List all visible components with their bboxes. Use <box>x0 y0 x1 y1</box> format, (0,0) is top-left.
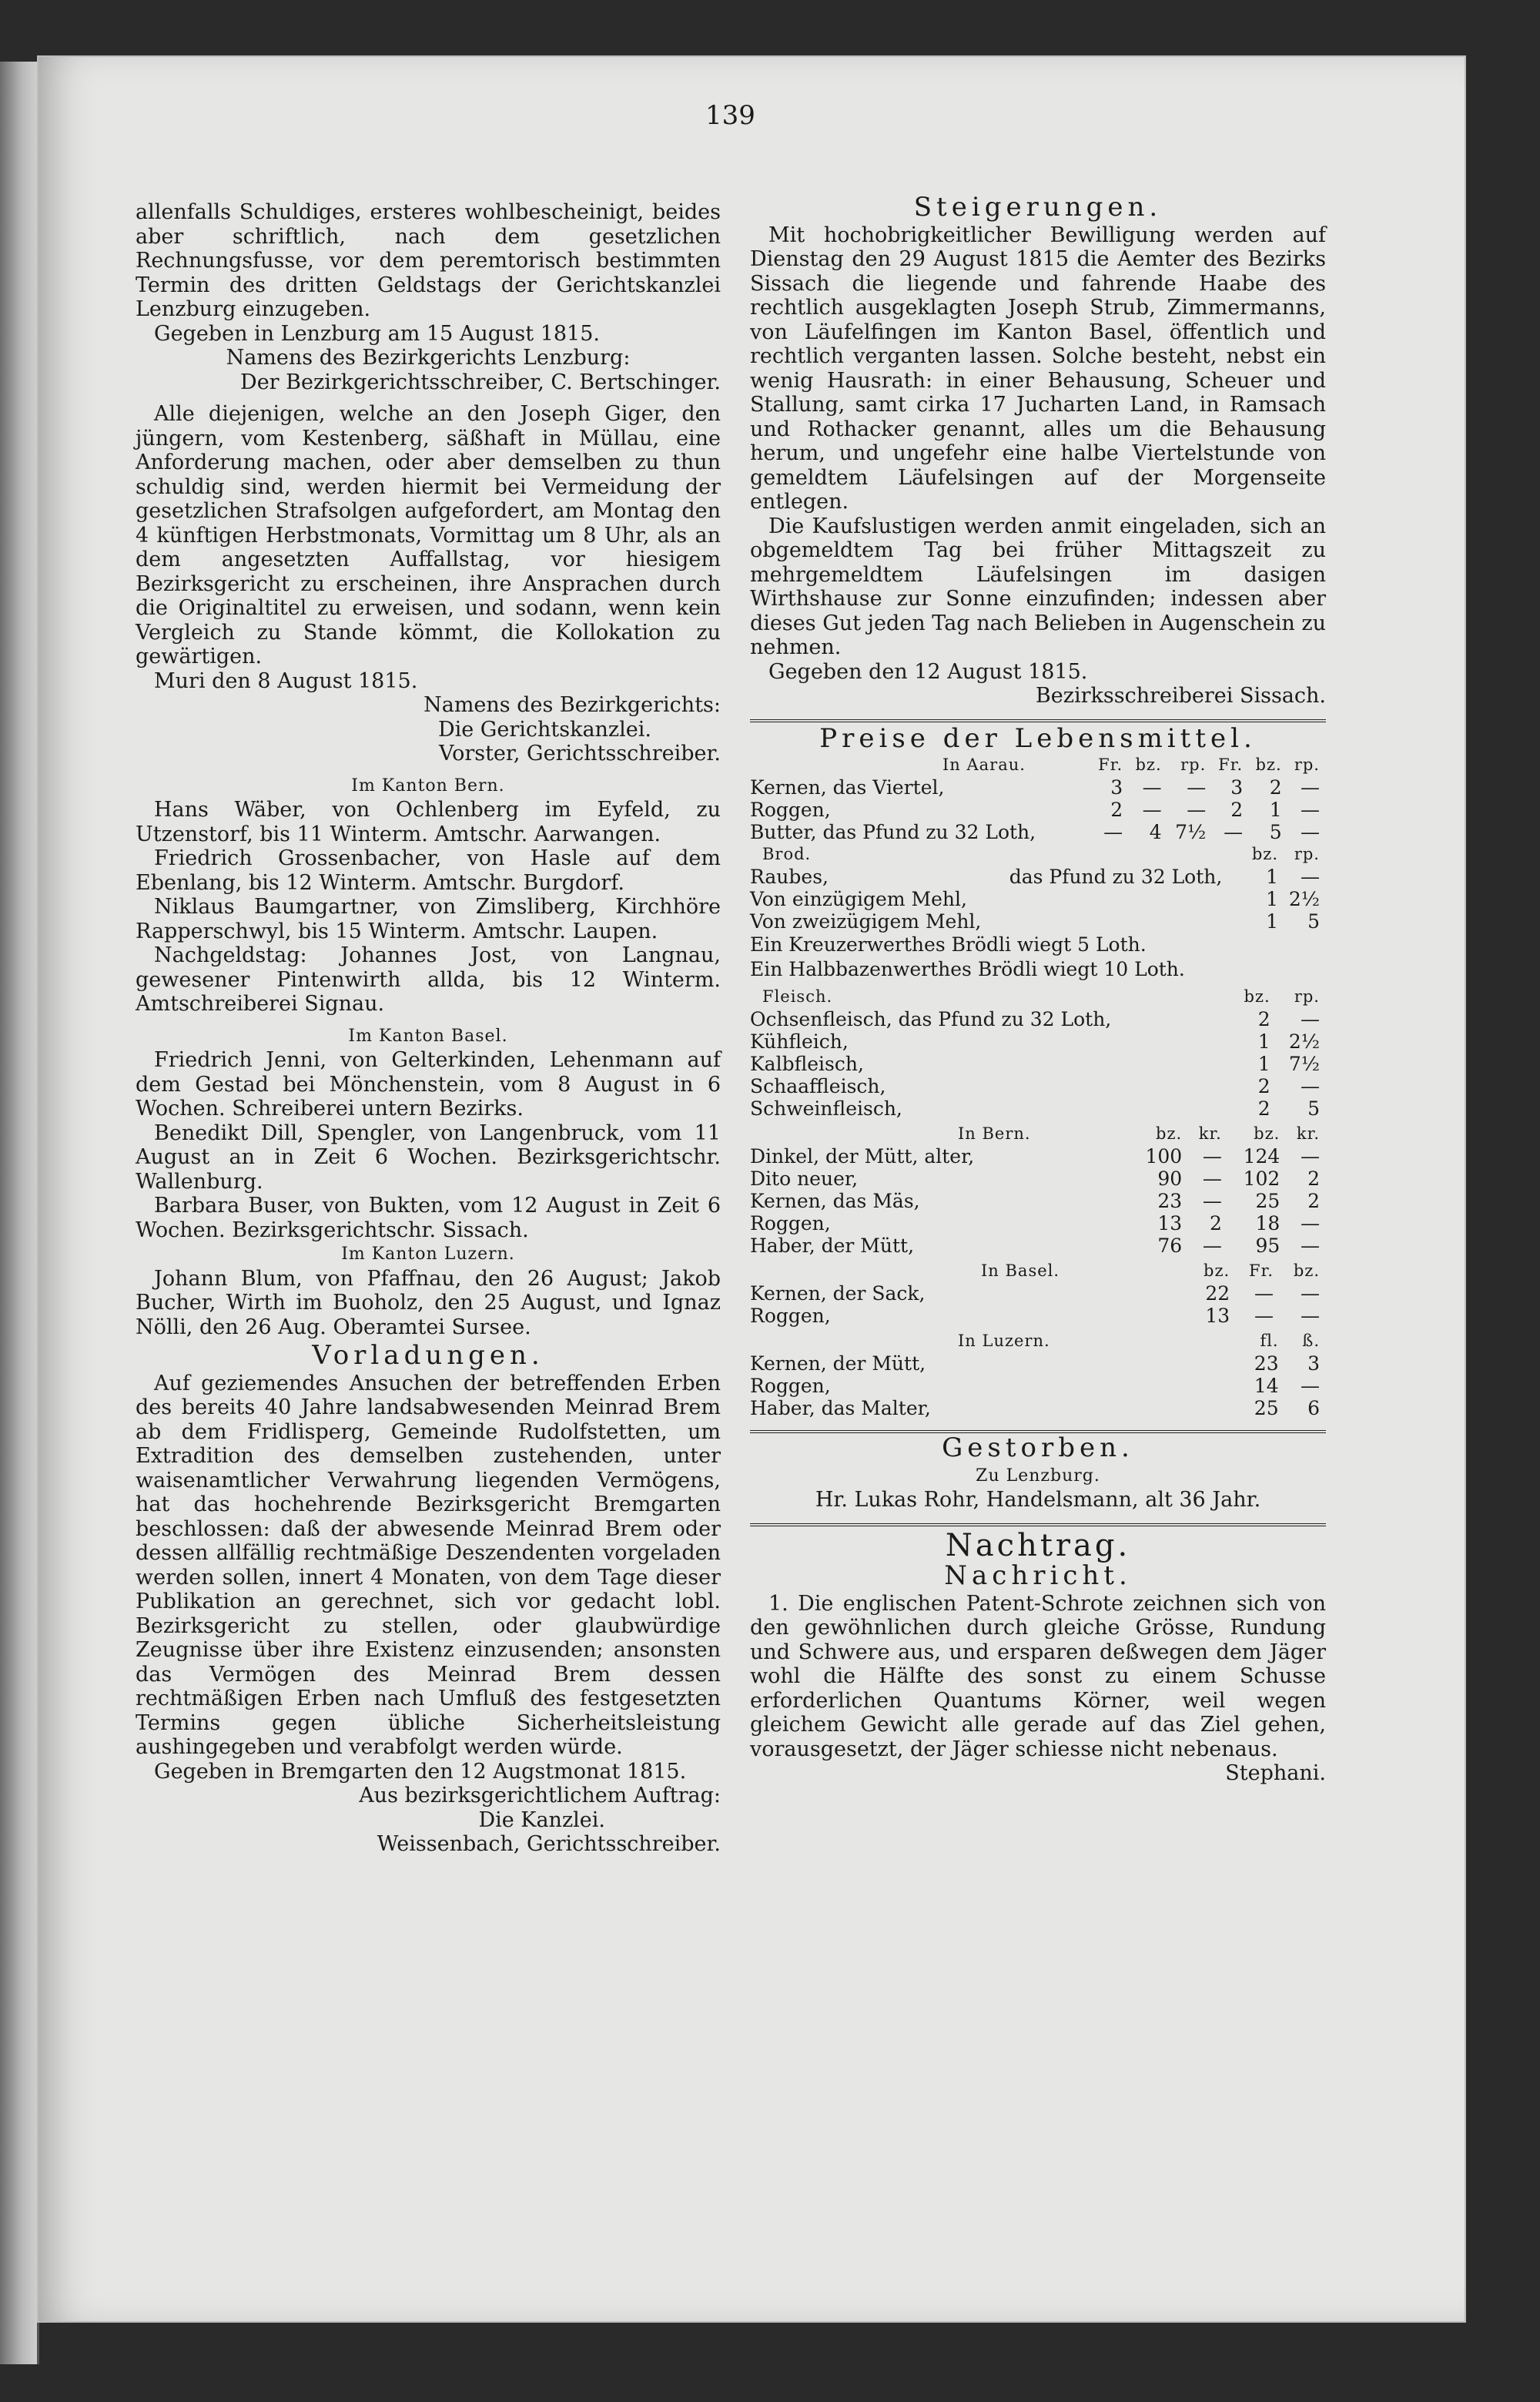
left-column <box>136 200 721 1857</box>
intro-signature-1: Namens des Bezirkgerichts Lenzburg: <box>226 346 631 370</box>
nachricht-text: 1. Die englischen Patent-Schrote zeichnen sich von den gewöhnlichen durch gleiche Grösse, Rundung und Schwere aus, und ersparen deßwegen dem Jäger wohl die Hälfte des sonst zu einem Schusse erforderlichen Quantums Körner, weil wegen gleichem Gewicht alle gerade auf das Ziel gehen, vorausgesetzt, der Jäger schiesse nicht nebenaus. <box>750 1591 1326 1761</box>
bern-place: In Bern. <box>958 1124 1031 1143</box>
brod-note-2: Ein Halbbazenwerthes Brödli wiegt 10 Loth. <box>750 957 1185 980</box>
table-row: Schaaffleisch, 2 — <box>750 1075 1320 1097</box>
basel-entry: Benedikt Dill, Spengler, von Langenbruck, vom 11 August an in Zeit 6 Wochen. Bezirksgerichtschr. Wallenburg. <box>136 1121 721 1194</box>
table-row: Raubes, das Pfund zu 32 Loth, 1 — <box>750 866 1320 888</box>
page-number: 139 <box>705 100 755 131</box>
table-row: Butter, das Pfund zu 32 Loth, — 4 7½ — 5 — <box>750 821 1320 843</box>
table-row: Kernen, der Sack, 22 — — <box>750 1282 1320 1305</box>
table-row: Kalbfleisch, 1 7½ <box>750 1053 1320 1075</box>
luzern-heading: Im Kanton Luzern. <box>341 1245 515 1264</box>
price-table-aarau: In Aarau. Fr. bz. rp. Fr. bz. rp. Kernen, das Viertel, 3 — — 3 2 — Roggen, 2 — — 2 1 — Butter, das Pfund zu 32 Loth, — 4 7½ — 5 — <box>750 754 1326 843</box>
gestorben-place: Zu Lenzburg. <box>976 1466 1100 1486</box>
basel-place: In Basel. <box>981 1261 1060 1280</box>
intro-date: Gegeben in Lenzburg am 15 August 1815. <box>154 321 600 346</box>
steigerungen-date: Gegeben den 12 August 1815. <box>768 659 1088 684</box>
intro-signature-2: Der Bezirkgerichtsschreiber, C. Bertschinger. <box>240 370 721 394</box>
table-row: Schweinfleisch, 2 5 <box>750 1097 1320 1120</box>
vorladungen-text: Auf geziemendes Ansuchen der betreffenden Erben des bereits 40 Jahre landsabwesenden Meinrad Brem ab dem Fridlisperg, Gemeinde Rudolfstetten, um Extradition des demselben zustehenden, unter waisenamtlicher Verwahrung liegenden Vermögens, hat das hochehrende Bezirksgericht Bremgarten beschlossen: daß der abwesende Meinrad Brem oder dessen allfällig rechtmäßige Deszendenten vorgeladen werden sollen, innert 4 Monaten, von dem Tage dieser Publikation an gerechnet, sich vor gedacht lobl. Bezirksgericht zu stellen, oder glaubwürdige Zeugnisse über ihre Existenz einzusenden; ansonsten das Vermögen des Meinrad Brem dessen rechtmäßigen Erben nach Umfluß des festgesetzten Termins gegen übliche Sicherheitsleistung aushingegeben und verabfolgt werden würde. <box>136 1371 721 1759</box>
table-row: Haber, das Malter, 25 6 <box>750 1397 1320 1419</box>
bern-heading: Im Kanton Bern. <box>351 776 505 796</box>
table-row: Roggen, 14 — <box>750 1375 1320 1397</box>
giger-signature-1: Namens des Bezirkgerichts: <box>424 693 721 717</box>
vorladungen-heading: Vorladungen. <box>312 1340 544 1371</box>
luzern-entry: Johann Blum, von Pfaffnau, den 26 August; Jakob Bucher, Wirth im Buoholz, den 25 August, und Ignaz Nölli, den 26 Aug. Oberamtei Sursee. <box>136 1266 721 1339</box>
table-row: Dito neuer, 90 — 102 2 <box>750 1167 1320 1190</box>
giger-date: Muri den 8 August 1815. <box>154 668 418 693</box>
table-row: Kernen, der Mütt, 23 3 <box>750 1352 1320 1375</box>
table-row: Roggen, 13 — — <box>750 1305 1320 1327</box>
brod-note-1: Ein Kreuzerwerthes Brödli wiegt 5 Loth. <box>750 933 1147 956</box>
section-rule <box>750 1523 1326 1526</box>
nachtrag-heading: Nachtrag. <box>945 1527 1131 1563</box>
table-row: Kernen, das Viertel, 3 — — 3 2 — <box>750 776 1320 799</box>
vorladungen-date: Gegeben in Bremgarten den 12 Augstmonat 1815. <box>154 1759 687 1784</box>
steigerungen-text-2: Die Kaufslustigen werden anmit eingeladen, sich an obgemeldtem Tag bei früher Mittagszeit zu mehrgemeldtem Läufelsingen im dasigen Wirthshause zur Sonne einzufinden; indessen aber dieses Gut jeden Tag nach Belieben in Augenschein zu nehmen. <box>750 514 1326 659</box>
steigerungen-heading: Steigerungen. <box>913 192 1163 223</box>
price-table-luzern: In Luzern. fl. ß. Kernen, der Mütt, 23 3 Roggen, 14 — Haber, das Malter, 25 6 <box>750 1330 1326 1419</box>
aarau-place: In Aarau. <box>942 755 1026 774</box>
table-row: Haber, der Mütt, 76 — 95 — <box>750 1235 1320 1257</box>
price-table-bern: In Bern. bz. kr. bz. kr. Dinkel, der Mütt, alter, 100 — 124 — Dito neuer, 90 — 102 2 Kernen, das Mäs, 23 — 25 2 Roggen, 13 2 18 — Haber, der Mütt, 76 — 95 — <box>750 1123 1326 1257</box>
adjacent-page-edge <box>0 62 39 2364</box>
right-column <box>750 192 1326 1786</box>
price-table-brod: Brod. bz. rp. Raubes, das Pfund zu 32 Loth, 1 — Von einzügigem Mehl, 1 2½ Von zweizügigem Mehl, 1 5 <box>750 843 1326 933</box>
table-row: Roggen, 13 2 18 — <box>750 1212 1320 1235</box>
giger-signature-3: Vorster, Gerichtsschreiber. <box>439 742 721 765</box>
vorladungen-signature-3: Weissenbach, Gerichtsschreiber. <box>377 1832 721 1856</box>
price-table-fleisch: Fleisch. bz. rp. Ochsenfleisch, das Pfund zu 32 Loth, 2 — Kühfleich, 1 2½ Kalbfleisch, 1 7½ Schaaffleisch, 2 — Schweinfleisch, 2 5 <box>750 986 1326 1120</box>
table-row: Ochsenfleisch, das Pfund zu 32 Loth, 2 — <box>750 1008 1320 1030</box>
table-row: Kühfleich, 1 2½ <box>750 1030 1320 1053</box>
nachricht-heading: Nachricht. <box>944 1560 1132 1591</box>
table-row: Roggen, 2 — — 2 1 — <box>750 799 1320 821</box>
nachricht-signature: Stephani. <box>1225 1761 1326 1785</box>
gestorben-text: Hr. Lukas Rohr, Handelsmann, alt 36 Jahr. <box>815 1488 1261 1512</box>
intro-paragraph: allenfalls Schuldiges, ersteres wohlbescheinigt, beides aber schriftlich, nach dem gesetzlichen Rechnungsfusse, vor dem peremtorisch bestimmten Termin des dritten Geldstags der Gerichtskanzlei Lenzburg einzugeben. <box>136 200 721 321</box>
preise-heading: Preise der Lebensmittel. <box>819 722 1257 754</box>
section-rule <box>750 719 1326 722</box>
giger-notice: Alle diejenigen, welche an den Joseph Giger, den jüngern, vom Kestenberg, säßhaft in Müllau, eine Anforderung machen, oder aber demselben zu thun schuldig sind, werden hiermit bei Vermeidung der gesetzlichen Strafsolgen aufgefordert, am Montag den 4 künftigen Herbstmonats, Vormittag um 8 Uhr, als an dem angesetzten Auffallstag, vor hiesigem Bezirksgericht zu erscheinen, ihre Ansprachen durch die Originaltitel zu erweisen, und sodann, wenn kein Vergleich zu Stande kömmt, die Kollokation zu gewärtigen. <box>136 402 721 668</box>
table-row: Von einzügigem Mehl, 1 2½ <box>750 888 1320 910</box>
brod-heading: Brod. <box>762 845 812 863</box>
vorladungen-signature-1: Aus bezirksgerichtlichem Auftrag: <box>359 1784 721 1807</box>
bern-entry: Nachgeldstag: Johannes Jost, von Langnau, gewesener Pintenwirth allda, bis 12 Winterm. Amtschreiberei Signau. <box>136 943 721 1016</box>
bern-entry: Niklaus Baumgartner, von Zimsliberg, Kirchhöre Rapperschwyl, bis 15 Winterm. Amtschr. Laupen. <box>136 895 721 943</box>
basel-entry: Barbara Buser, von Bukten, vom 12 August in Zeit 6 Wochen. Bezirksgerichtschr. Sissach. <box>136 1194 721 1242</box>
steigerungen-signature: Bezirksschreiberei Sissach. <box>1035 684 1326 708</box>
fleisch-heading: Fleisch. <box>762 987 833 1006</box>
gestorben-heading: Gestorben. <box>942 1432 1134 1463</box>
basel-heading: Im Kanton Basel. <box>348 1026 508 1046</box>
price-table-basel: In Basel. bz. Fr. bz. Kernen, der Sack, 22 — — Roggen, 13 — — <box>750 1260 1326 1327</box>
bern-entry: Friedrich Grossenbacher, von Hasle auf dem Ebenlang, bis 12 Winterm. Amtschr. Burgdorf. <box>136 846 721 895</box>
table-row: Von zweizügigem Mehl, 1 5 <box>750 910 1320 933</box>
steigerungen-text-1: Mit hochobrigkeitlicher Bewilligung werden auf Dienstag den 29 August 1815 die Aemter des Bezirks Sissach die liegende und fahrende Haabe des rechtlich ausgeklagten Joseph Strub, Zimmermanns, von Läufelfingen im Kanton Basel, öffentlich und rechtlich verganten lassen. Solche besteht, nebst ein wenig Hausrath: in einer Behausung, Scheuer und Stallung, samt cirka 17 Jucharten Land, in Ramsach und Rothacker genannt, alles um die Behausung herum, und ungefehr eine halbe Viertelstunde von gemeldtem Läufelsingen auf der Morgenseite entlegen. <box>750 223 1326 514</box>
table-row: Dinkel, der Mütt, alter, 100 — 124 — <box>750 1145 1320 1167</box>
luzern-place: In Luzern. <box>958 1332 1050 1350</box>
vorladungen-signature-2: Die Kanzlei. <box>478 1807 605 1832</box>
table-row: Kernen, das Mäs, 23 — 25 2 <box>750 1190 1320 1212</box>
basel-entry: Friedrich Jenni, von Gelterkinden, Lehenmann auf dem Gestad bei Mönchenstein, vom 8 August in 6 Wochen. Schreiberei untern Bezirks. <box>136 1048 721 1121</box>
bern-entry: Hans Wäber, von Ochlenberg im Eyfeld, zu Utzenstorf, bis 11 Winterm. Amtschr. Aarwangen. <box>136 798 721 846</box>
giger-signature-2: Die Gerichtskanzlei. <box>437 717 651 742</box>
